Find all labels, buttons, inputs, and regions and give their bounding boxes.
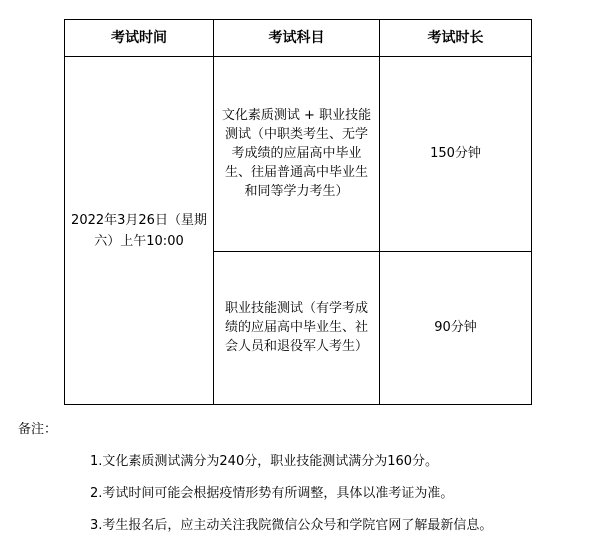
note-item: 1.文化素质测试满分为240分，职业技能测试满分为160分。 <box>90 454 439 469</box>
subject-text: 文化素质测试 + 职业技能测试（中职类考生、无学考成绩的应届高中毕业生、往届普通高中毕业生和同等学力考生） <box>221 108 372 200</box>
table-header-row <box>65 20 532 57</box>
notes-label: 备注： <box>18 422 58 437</box>
header-exam-subject: 考试科目 <box>214 20 380 57</box>
note-item: 2.考试时间可能会根据疫情形势有所调整，具体以准考证为准。 <box>90 486 454 501</box>
header-exam-duration: 考试时长 <box>380 20 532 57</box>
note-item: 3.考生报名后，应主动关注我院微信公众号和学院官网了解最新信息。 <box>90 518 493 533</box>
subject-text: 职业技能测试（有学考成绩的应届高中毕业生、社会人员和退役军人考生） <box>224 301 368 355</box>
header-exam-time: 考试时间 <box>65 20 214 57</box>
subject-cell <box>214 251 380 404</box>
duration-cell: 90分钟 <box>380 251 532 404</box>
table-row <box>65 57 532 252</box>
exam-time-cell <box>65 57 214 405</box>
exam-time-text: 2022年3月26日（星期六）上午10:00 <box>71 212 207 249</box>
subject-cell <box>214 57 380 252</box>
duration-cell: 150分钟 <box>380 57 532 252</box>
exam-schedule-table <box>64 19 532 405</box>
